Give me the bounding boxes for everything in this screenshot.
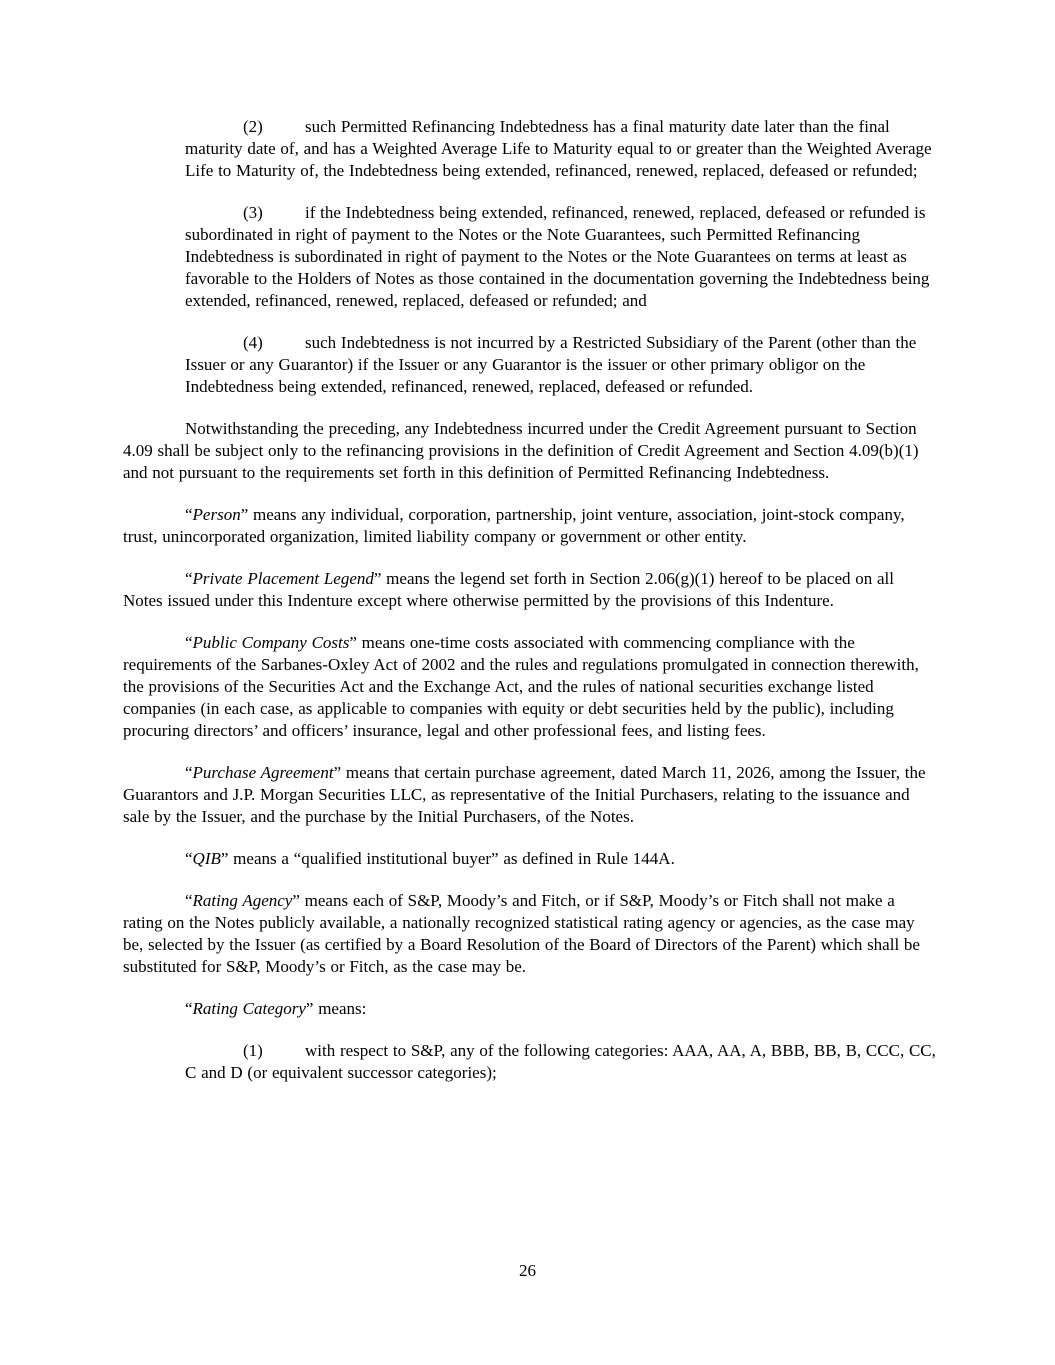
paragraph-text: “ xyxy=(185,999,193,1018)
paragraph-text: such Permitted Refinancing Indebtedness has a final maturity date later than the final maturity date of, and has a Weighted Average Life to Maturity equal to or greater than the Weighted Average Life to Maturity of, the Indebtedness being extended, refinanced, renewed, replaced, defeased or refunded; xyxy=(185,117,932,180)
defined-term: Public Company Costs xyxy=(192,633,350,652)
defined-term: Person xyxy=(192,505,241,524)
body-paragraph xyxy=(123,632,937,742)
numbered-clause-paragraph xyxy=(185,1040,937,1084)
paragraph-text: ” means that certain purchase agreement, dated March 11, 2026, among the Issuer, the Guarantors and J.P. Morgan Securities LLC, as representative of the Initial Purchasers, relating to the issuance and sale by the Issuer, and the purchase by the Initial Purchasers, of the Notes. xyxy=(123,763,926,826)
defined-term: Purchase Agreement xyxy=(192,763,334,782)
defined-term: Private Placement Legend xyxy=(192,569,374,588)
body-paragraph xyxy=(123,998,937,1020)
body-paragraph xyxy=(123,848,937,870)
clause-number: (1) xyxy=(243,1041,263,1060)
paragraph-text: ” means each of S&P, Moody’s and Fitch, or if S&P, Moody’s or Fitch shall not make a rating on the Notes publicly available, a nationally recognized statistical rating agency or agencies, as the case may be, selected by the Issuer (as certified by a Board Resolution of the Board of Directors of the Parent) which shall be substituted for S&P, Moody’s or Fitch, as the case may be. xyxy=(123,891,920,976)
body-paragraph xyxy=(123,568,937,612)
paragraph-text: ” means: xyxy=(305,999,367,1018)
numbered-clause-paragraph xyxy=(185,202,937,312)
paragraph-text: Notwithstanding the preceding, any Indebtedness incurred under the Credit Agreement pursuant to Section 4.09 shall be subject only to the refinancing provisions in the definition of Credit Agreement and Section 4.09(b)(1) and not pursuant to the requirements set forth in this definition of Permitted Refinancing Indebtedness. xyxy=(123,419,919,482)
body-paragraph xyxy=(123,890,937,978)
body-paragraph xyxy=(123,418,937,484)
defined-term: Rating Category xyxy=(192,999,306,1018)
paragraph-text: ” means one-time costs associated with commencing compliance with the requirements of the Sarbanes-Oxley Act of 2002 and the rules and regulations promulgated in connection therewith, the provisions of the Securities Act and the Exchange Act, and the rules of national securities exchange listed companies (in each case, as applicable to companies with equity or debt securities held by the public), including procuring directors’ and officers’ insurance, legal and other professional fees, and listing fees. xyxy=(123,633,919,740)
paragraph-text: “ xyxy=(185,763,193,782)
defined-term: Rating Agency xyxy=(192,891,293,910)
page-number: 26 xyxy=(519,1261,536,1280)
paragraph-text: “ xyxy=(185,633,193,652)
page-content xyxy=(123,116,937,1084)
clause-number: (3) xyxy=(243,203,263,222)
defined-term: QIB xyxy=(192,849,221,868)
paragraph-text: “ xyxy=(185,891,193,910)
paragraph-text: such Indebtedness is not incurred by a Restricted Subsidiary of the Parent (other than the Issuer or any Guarantor) if the Issuer or any Guarantor is the issuer or other primary obligor on the Indebtedness being extended, refinanced, renewed, replaced, defeased or refunded. xyxy=(185,333,917,396)
paragraph-text: “ xyxy=(185,505,193,524)
paragraph-text: “ xyxy=(185,849,193,868)
paragraph-text: “ xyxy=(185,569,193,588)
paragraph-text: if the Indebtedness being extended, refinanced, renewed, replaced, defeased or refunded is subordinated in right of payment to the Notes or the Note Guarantees, such Permitted Refinancing Indebtedness is subordinated in right of payment to the Notes or the Note Guarantees on terms at least as favorable to the Holders of Notes as those contained in the documentation governing the Indebtedness being extended, refinanced, renewed, replaced, defeased or refunded; and xyxy=(185,203,930,310)
paragraph-text: ” means a “qualified institutional buyer” as defined in Rule 144A. xyxy=(220,849,675,868)
body-paragraph xyxy=(123,504,937,548)
numbered-clause-paragraph xyxy=(185,116,937,182)
paragraph-text: ” means the legend set forth in Section 2.06(g)(1) hereof to be placed on all Notes issued under this Indenture except where otherwise permitted by the provisions of this Indenture. xyxy=(123,569,895,610)
body-paragraph xyxy=(123,762,937,828)
paragraph-text: ” means any individual, corporation, partnership, joint venture, association, joint-stock company, trust, unincorporated organization, limited liability company or government or other entity. xyxy=(123,505,905,546)
clause-number: (4) xyxy=(243,333,263,352)
clause-number: (2) xyxy=(243,117,263,136)
numbered-clause-paragraph xyxy=(185,332,937,398)
paragraph-text: with respect to S&P, any of the following categories: AAA, AA, A, BBB, BB, B, CCC, CC, C and D (or equivalent successor categories); xyxy=(185,1041,936,1082)
